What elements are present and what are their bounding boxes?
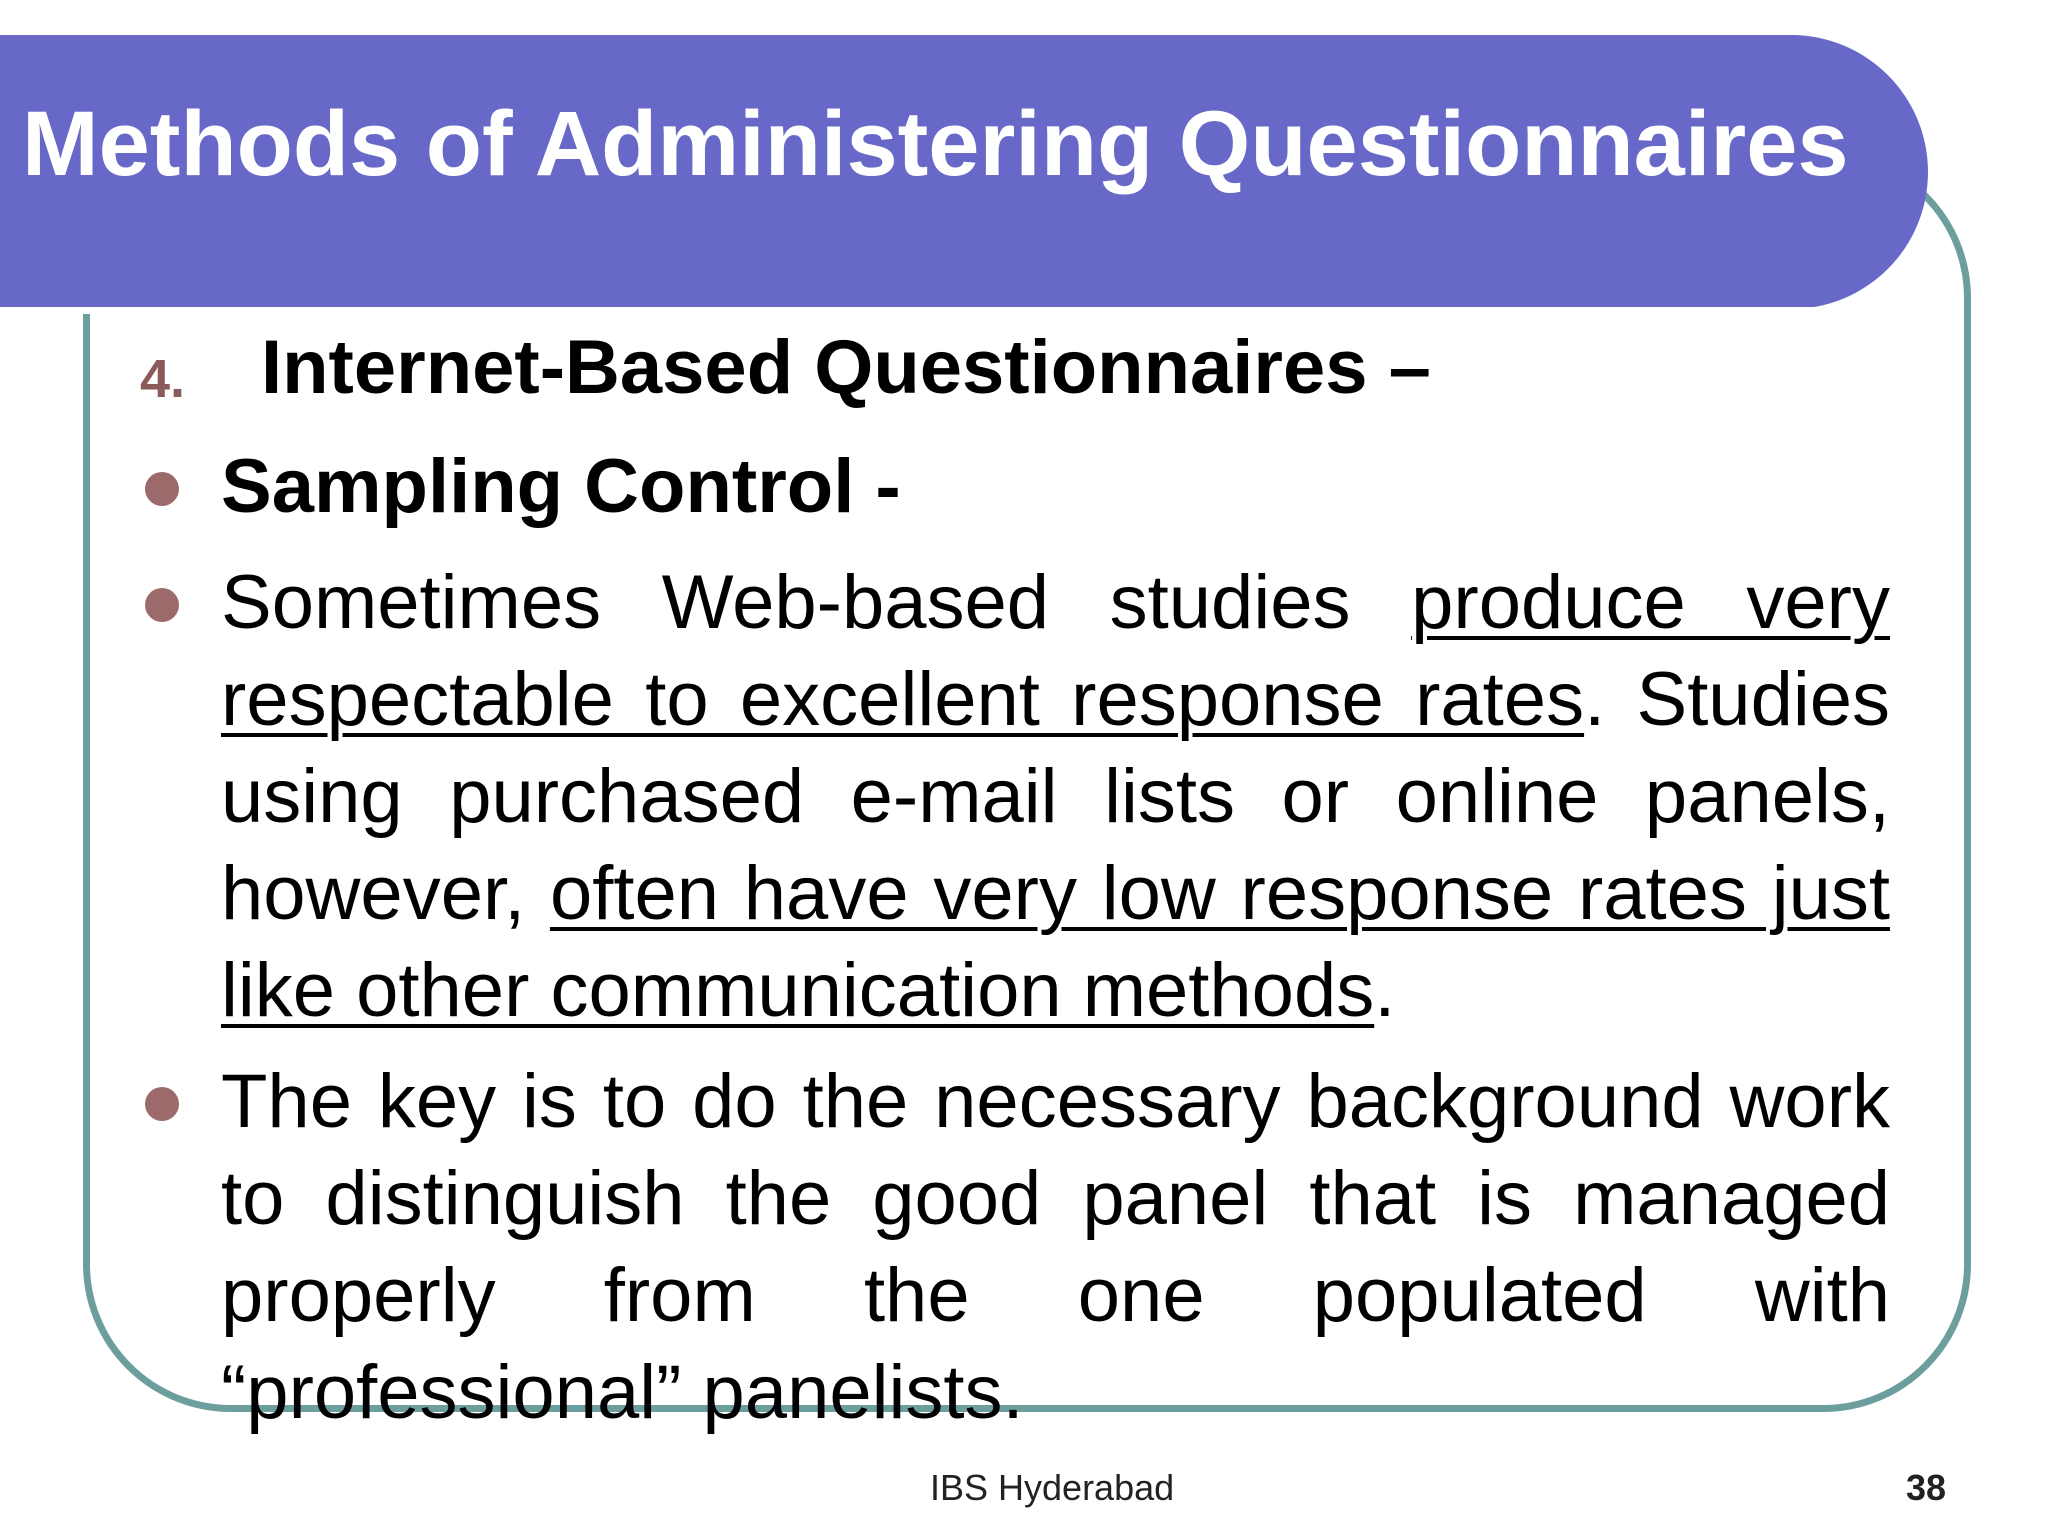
numbered-item [140,325,1890,420]
bullet-text: Sampling Control - [221,444,901,529]
underlined-phrase: often have very low response rates just like other communication methods [221,851,1890,1033]
bullet-sampling-control [140,442,1890,532]
slide-body [140,325,1890,1455]
bullet-text-segment: . [1374,948,1396,1033]
bullet-dot-icon [145,1087,179,1121]
underlined-phrase: produce very respectable to excellent response rates [221,560,1890,742]
bullet-text: The key is to do the necessary background work to distinguish the good panel that is managed properly from the one populated with “professional” panelists. [221,1059,1890,1435]
bullet-dot-icon [145,472,179,506]
bullet-text-segment: Sometimes Web-based studies [221,560,1412,645]
bullet-text-segment: . Studies using purchased e-mail lists or online panels, however, [221,657,1890,936]
number-marker: 4. [140,349,186,409]
bullet-response-rates [140,554,1890,1039]
bullet-key-background-work [140,1053,1890,1441]
footer-institution: IBS Hyderabad [930,1467,1175,1508]
title-underline [0,307,1830,314]
slide-title: Methods of Administering Questionnaires [22,93,1849,195]
page-number: 38 [1905,1467,1946,1508]
bullet-dot-icon [145,588,179,622]
numbered-item-text: Internet-Based Questionnaires – [261,325,1431,410]
